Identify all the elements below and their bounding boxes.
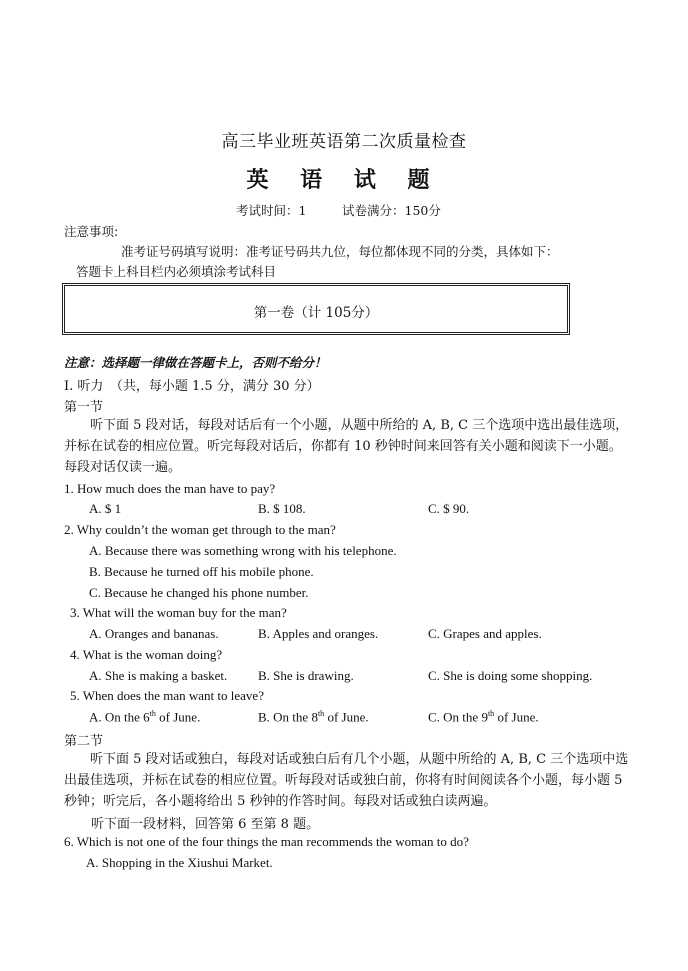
question-2-option-b: B. Because he turned off his mobile phone.: [89, 564, 314, 579]
question-3-option-c: C. Grapes and apples.: [428, 626, 542, 641]
part-2-label: 第二节: [64, 734, 104, 749]
question-3-stem: 3. What will the woman buy for the man?: [70, 605, 287, 620]
question-2-option-a: A. Because there was something wrong with his telephone.: [89, 543, 397, 558]
question-3-option-a: A. Oranges and bananas.: [89, 626, 219, 641]
part-1-label: 第一节: [64, 400, 104, 415]
question-1-option-b: B. $ 108.: [258, 501, 306, 516]
notes-heading: 注意事项:: [64, 224, 119, 239]
volume-box-label: 第一卷（计 105分）: [253, 305, 379, 321]
question-1-option-c: C. $ 90.: [428, 501, 470, 516]
question-1-option-a: A. $ 1: [89, 501, 122, 516]
exam-title: 高三毕业班英语第二次质量检查: [221, 132, 467, 152]
subject-title: 英 语 试 题: [246, 167, 442, 193]
volume-box: [62, 283, 570, 335]
question-4-option-a: A. She is making a basket.: [89, 668, 228, 683]
question-5-option-a: A. On the 6th of June.: [89, 709, 201, 725]
question-5-option-b: B. On the 8th of June.: [258, 709, 369, 725]
exam-full-score: 试卷满分：150分: [342, 203, 441, 218]
question-5-stem: 5. When does the man want to leave?: [70, 688, 264, 703]
question-4-option-b: B. She is drawing.: [258, 668, 354, 683]
notes-line-1: 准考证号码填写说明：准考证号码共九位，每位都体现不同的分类，具体如下：: [121, 244, 559, 259]
notes-line-2: 答题卡上科目栏内必须填涂考试科目: [76, 264, 277, 279]
part-1-instructions: 听下面 5 段对话，每段对话后有一个小题，从题中所给的 A, B, C 三个选项中选出最佳选项，并标在试卷的相应位置。听完每段对话后，你都有 10 秒钟时间来回答有关小题和阅读下一小题。每段对话仅读一遍。: [64, 418, 629, 475]
material-note: 听下面一段材料，回答第 6 至第 8 题。: [91, 817, 320, 832]
question-1-stem: 1. How much does the man have to pay?: [64, 481, 276, 496]
question-3-option-b: B. Apples and oranges.: [258, 626, 379, 641]
question-6-stem: 6. Which is not one of the four things the man recommends the woman to do?: [64, 834, 469, 849]
question-4-stem: 4. What is the woman doing?: [70, 647, 223, 662]
warning-note: 注意：选择题一律做在答题卡上，否则不给分！: [64, 355, 327, 370]
exam-time: 考试时间：1: [236, 203, 307, 218]
question-4-option-c: C. She is doing some shopping.: [428, 668, 593, 683]
part-2-instructions: 听下面 5 段对话或独白，每段对话或独白后有几个小题，从题中所给的 A, B, C 三个选项中选出最佳选项，并标在试卷的相应位置。听每段对话或独白前，你将有时间阅读各个小题，每小题 5 秒钟；听完后，各小题将给出 5 秒钟的作答时间。每段对话或独白读两遍。: [64, 752, 629, 809]
question-2-stem: 2. Why couldn’t the woman get through to the man?: [64, 522, 336, 537]
question-5-option-c: C. On the 9th of June.: [428, 709, 539, 725]
question-6-option-a: A. Shopping in the Xiushui Market.: [86, 855, 273, 870]
question-2-option-c: C. Because he changed his phone number.: [89, 585, 309, 600]
section-heading: I. 听力 （共，每小题 1.5 分，满分 30 分）: [64, 379, 320, 394]
